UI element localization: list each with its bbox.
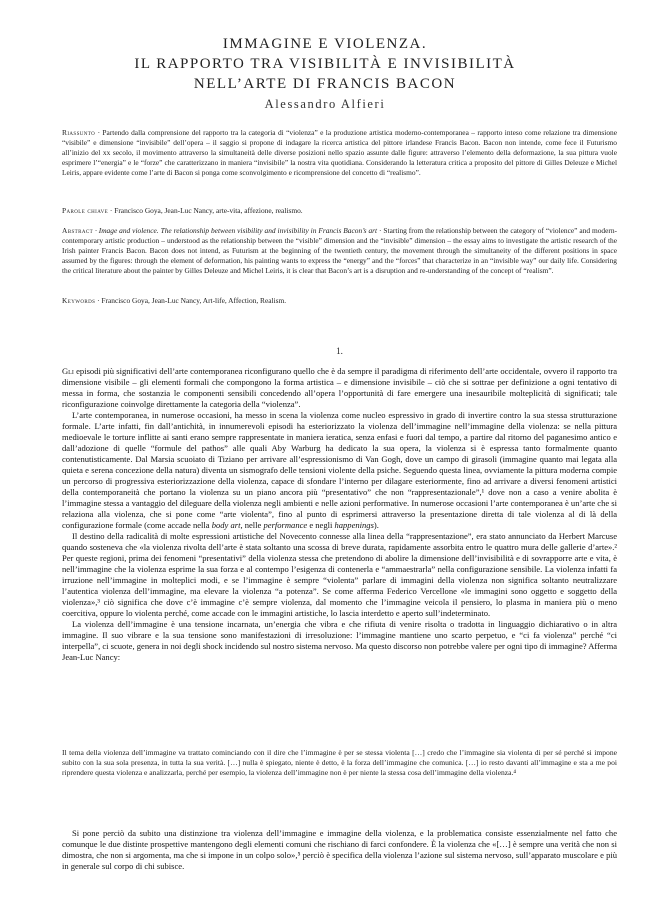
paragraph-2-text-d: ). (373, 520, 379, 530)
author-name: Alessandro Alfieri (264, 97, 386, 111)
paragraph-2 (62, 410, 617, 531)
section-number: 1. (336, 346, 343, 356)
riassunto-block (62, 128, 617, 178)
paragraph-2-text-b: , nelle (240, 520, 264, 530)
parole-chiave-block (62, 206, 617, 216)
paragraph-2-italic-3: happenings (334, 520, 374, 530)
paragraph-5: Si pone perciò da subito una distinzione tra violenza dell’immagine e immagine della violenza, e la problematica consiste essenzialmente nel fatto che comunque le due distinte prospettive mantengono degli elementi comuni che rischiano di farci confondere. È la violenza che «[…] è sempre una verità che non si dimostra, che non si argomenta, ma che si impone in un colpo solo»,⁵ perciò è specifica della violenza l’azione sul sistema nervoso, sull’apparato muscolare e più in generale sul corpo di chi subisce. (62, 828, 617, 871)
riassunto-label: Riassunto (62, 128, 96, 137)
abstract-title: · Image and violence. The relationship between visibility and invisibility in Francis Bacon’s art (93, 226, 378, 235)
abstract-block (62, 226, 617, 276)
paragraph-4: La violenza dell’immagine è una tensione incarnata, un’energia che vibra e che rifiuta di venire risolta o tradotta in linguaggio dichiarativo o in altra immagine. Il suo vibrare e la sua tensione sono manifestazioni di irresoluzione: l’immagine mantiene uno scarto perpetuo, e “ci fa violenza” perché “ci interpella”, ci scuote, genera in noi degli shock incidendo sul nostro sistema nervoso. Ma questo discorso non potrebbe valere per ogni tipo di immagine? Afferma Jean-Luc Nancy: (62, 619, 618, 662)
title-line-3: NELL’ARTE DI FRANCIS BACON (193, 76, 457, 92)
riassunto-text: · Partendo dalla comprensione del rapporto tra la categoria di “violenza” e la produzione artistica moderno-contemporanea – rapporto inteso come relazione tra dimensione “visibile” e dimensione “invisibile” dell’opera – il saggio si propone di indagare la ricerca artistica del pittore irlandese Francis Bacon. Bacon non intende, come fece il Futurismo all’inizio del xx secolo, il movimento attraverso la simultaneità delle diverse posizioni nello spazio assunte dalle figure: attraverso l’elemento della deformazione, la sua pittura vuole esprimere l’“energia” e le “forze” che caratterizzano in maniera “invisibile” la nostra vita quotidiana. Considerando la letteratura critica a proposito del pittore di Gilles Deleuze e Michel Leiris, appare evidente come l’arte di Bacon si ponga come sconvolgimento e ricomprensione del concetto di “realismo”. (62, 128, 617, 177)
title-line-1: IMMAGINE E VIOLENZA. (222, 36, 428, 52)
title-line-2: IL RAPPORTO TRA VISIBILITÀ E INVISIBILITÀ (134, 56, 516, 72)
block-quote: Il tema della violenza dell’immagine va trattato cominciando con il dire che l’immagine è per se stessa violenta […] credo che l’immagine sia violenta di per sé perché si impone subito con la sua sola presenza, in tutta la sua verità. […] nulla è spiegato, niente è detto, è la forza dell’immagine che comunica. […] io resto davanti all’immagine e sta a me poi riprendere questa violenza e analizzarla, perché per esempio, la violenza dell’immagine non è per niente la stessa cosa dell’immagine della violenza.⁴ (62, 748, 617, 777)
paragraph-2-italic-1: body art (211, 520, 241, 530)
parole-chiave-label: Parole chiave (62, 206, 109, 215)
body-part-2 (62, 828, 617, 872)
paragraph-1-lead: Gli (62, 366, 74, 376)
keywords-label: Keywords (62, 296, 96, 305)
body-part-1 (62, 366, 617, 663)
paragraph-2-text-c: e negli (307, 520, 335, 530)
abstract-text: · Starting from the relationship between the category of “violence” and modern-contemporary artistic production – understood as the relationship between the “visible” dimension and the “invisible” dimension – the essay aims to investigate the artistic research of the Irish painter Francis Bacon. Bacon does not intend, as Futurism at the beginning of the twentieth century, the movement through the simultaneity of the different positions in space assumed by the figures: through the element of deformation, his painting wants to express the “energy” and the “forces” that characterize in an “invisible way” our daily life. Considering the critical literature about the painter by Gilles Deleuze and Michel Leiris, it is clear that Bacon’s art is a disruption and re-understanding of the concept of “realism”. (62, 226, 618, 275)
article-title (40, 34, 610, 94)
abstract-label: Abstract (62, 226, 94, 235)
paragraph-2-italic-2: performance (263, 520, 308, 530)
paragraph-1-text: episodi più significativi dell’arte contemporanea riconfigurano quello che è da sempre il paradigma di riferimento dell’arte occidentale, ovvero il rapporto tra dimensione visibile – gli elementi formali che compongono la forma artistica – e dimensione invisibile – ciò che si sottrae per definizione a ogni tentativo di messa in forma, che sostanzia le componenti sensibili concedendo all’opera l’opportunità di fare emergere una inesauribile molteplicità di significati; tale riconfigurazione coinvolge direttamente la categoria della “violenza”. (62, 366, 617, 409)
parole-chiave-text: · Francisco Goya, Jean-Luc Nancy, arte-vita, affezione, realismo. (108, 206, 303, 215)
paragraph-3: Il destino della radicalità di molte espressioni artistiche del Novecento connesse alla linea della “rappresentazione”, era stato annunciato da Herbert Marcuse quando sosteneva che «la violenza rivolta dell’arte è stata soltanto una scossa di breve durata, rapidamente assorbita entro le quattro mura delle gallerie d’arte».² Per queste regioni, prima dei fenomeni “presentativi” della violenza stessa che pretendono di abolire la dimensione dell’invisibilità e di sovrapporre arte e vita, è nell’immagine che la violenza esprime la sua forza e al contempo l’esigenza di contenerla e “ammaestrarla” nella configurazione sensibile. La violenza infatti fa irruzione nell’immagine in molteplici modi, e se l’immagine è sempre “violenta” parlare di immagini della violenza non significa soltanto neutralizzare l’autentica violenza dell’immagine, ma elevare la violenza “a potenza”. Se come afferma Federico Vercellone «le immagini sono oggetto e soggetto della violenza»,³ ciò significa che dove c’è immagine c’è sempre violenza, dal momento che l’immagine veicola il pensiero, lo plasma in maniera più o meno coercitiva, oppure lo violenta perché, come accade con le immagini artistiche, lo lascia interdetto e aperto sull’indeterminato. (62, 531, 617, 618)
keywords-text: · Francisco Goya, Jean-Luc Nancy, Art-life, Affection, Realism. (95, 296, 287, 305)
keywords-block (62, 296, 617, 306)
paragraph-2-text-a: L’arte contemporanea, in numerose occasioni, ha messo in scena la violenza come nucleo espressivo in grado di invertire contro la sua stessa strutturazione formale. L’arte infatti, fin dall’antichità, in innumerevoli episodi ha esteriorizzato la violenza dell’immagine nell’immagine della violenza: se nella pittura medioevale le torture inflitte ai santi erano sempre rappresentate in maniera ieratica, senza enfasi e fuori dal tempo, a partire dal ritorno del paganesimo antico e dall’adozione di quelle “formule del pathos” alle quali Aby Warburg ha dedicato la sua opera, la violenza si è espressa tanto formalmente quanto contenutisticamente. Dal Marsia scuoiato di Tiziano per arrivare all’espressionismo di Van Gogh, dove un campo di girasoli (immagine quanto mai legata alla quieta e serena concezione della natura) diventa un sismografo delle tensioni violente della psiche. Seguendo questa linea, ovviamente la pittura moderna compie un percorso di progressiva esteriorizzazione della violenza, capace di sfondare l’interno per dilagare esteriormente, fino ad arrivare a diversi fenomeni artistici della contemporaneità che portano la violenza su un piano ancora più “presentativo” che non “rappresentazionale”,¹ dove non a caso a venire abolita è l’immagine stessa a vantaggio del dileguare della violenza negli ambienti e nelle azioni performative. In numerose occasioni l’arte contemporanea è un’arte che si relaziona alla violenza, che si pone come “arte violenta”, fino al punto di esprimersi attraverso la presentazione diretta di tale violenza al di là della configurazione formale (come accade nella (62, 410, 617, 530)
paragraph-1 (62, 366, 617, 410)
